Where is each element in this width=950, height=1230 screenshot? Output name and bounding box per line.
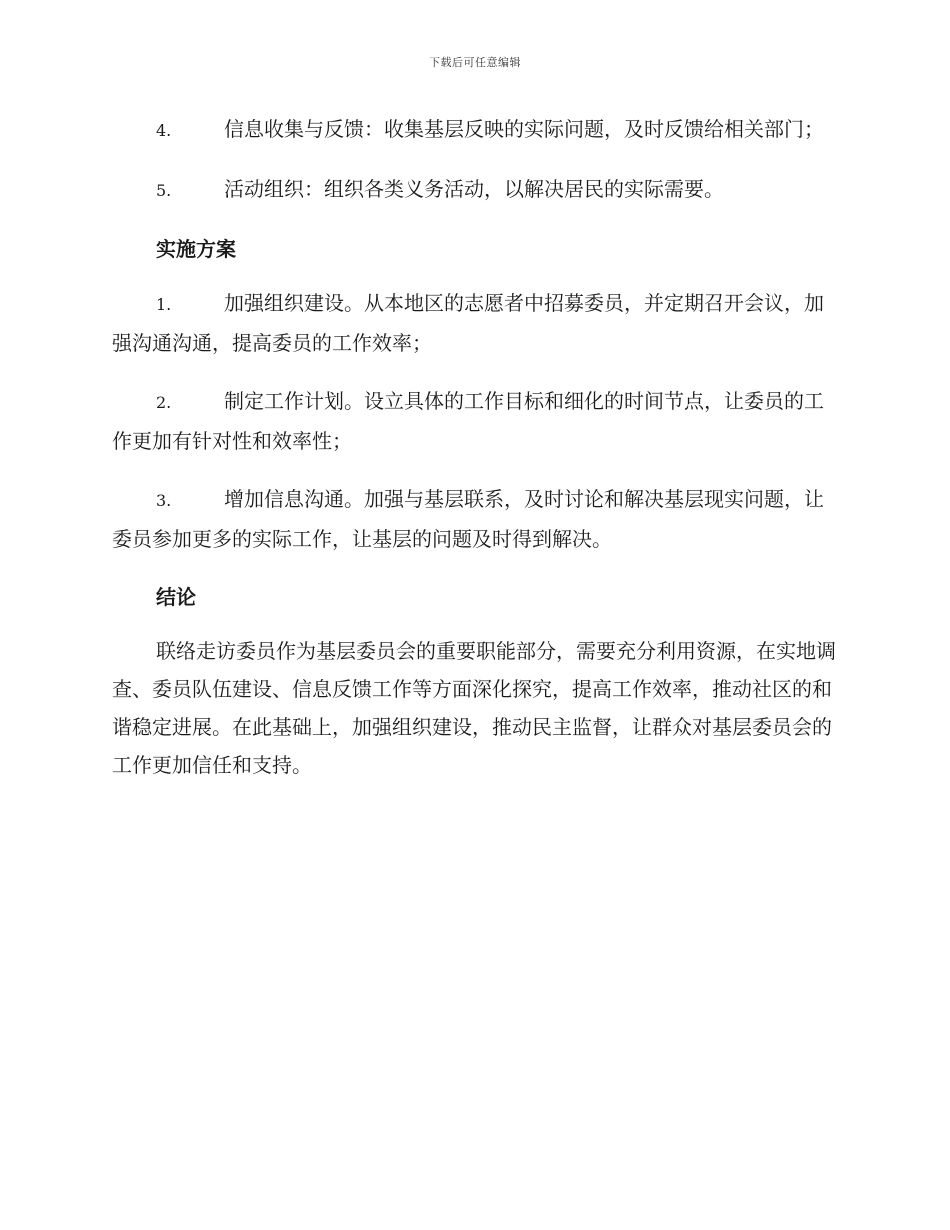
- implementation-item-1: [112, 284, 836, 362]
- list-item-text: 信息收集与反馈：收集基层反映的实际问题，及时反馈给相关部门；: [224, 117, 824, 141]
- section-heading-implementation: 实施方案: [156, 237, 236, 261]
- list-number: 1.: [156, 295, 172, 314]
- list-number: 4.: [156, 121, 172, 140]
- list-number: 5.: [156, 181, 172, 200]
- list-item-text: 活动组织：组织各类义务活动，以解决居民的实际需要。: [224, 177, 724, 201]
- list-number: 3.: [156, 491, 172, 510]
- document-body: [112, 110, 836, 804]
- list-item-text: 制定工作计划。设立具体的工作目标和细化的时间节点，让委员的工作更加有针对性和效率性；: [112, 389, 824, 453]
- list-item-4: [112, 110, 836, 150]
- list-item-text: 增加信息沟通。加强与基层联系，及时讨论和解决基层现实问题，让委员参加更多的实际工作，让基层的问题及时得到解决。: [112, 487, 824, 551]
- implementation-item-2: [112, 382, 836, 460]
- conclusion-paragraph: 联络走访委员作为基层委员会的重要职能部分，需要充分利用资源，在实地调查、委员队伍建设、信息反馈工作等方面深化探究，提高工作效率，推动社区的和谐稳定进展。在此基础上，加强组织建设，推动民主监督，让群众对基层委员会的工作更加信任和支持。: [112, 639, 836, 777]
- list-item-text: 加强组织建设。从本地区的志愿者中招募委员，并定期召开会议，加强沟通沟通，提高委员的工作效率；: [112, 291, 824, 355]
- page-header: 下载后可任意编辑: [429, 56, 521, 69]
- list-item-5: [112, 170, 836, 210]
- implementation-item-3: [112, 480, 836, 558]
- list-number: 2.: [156, 393, 172, 412]
- section-heading-conclusion: 结论: [156, 585, 196, 609]
